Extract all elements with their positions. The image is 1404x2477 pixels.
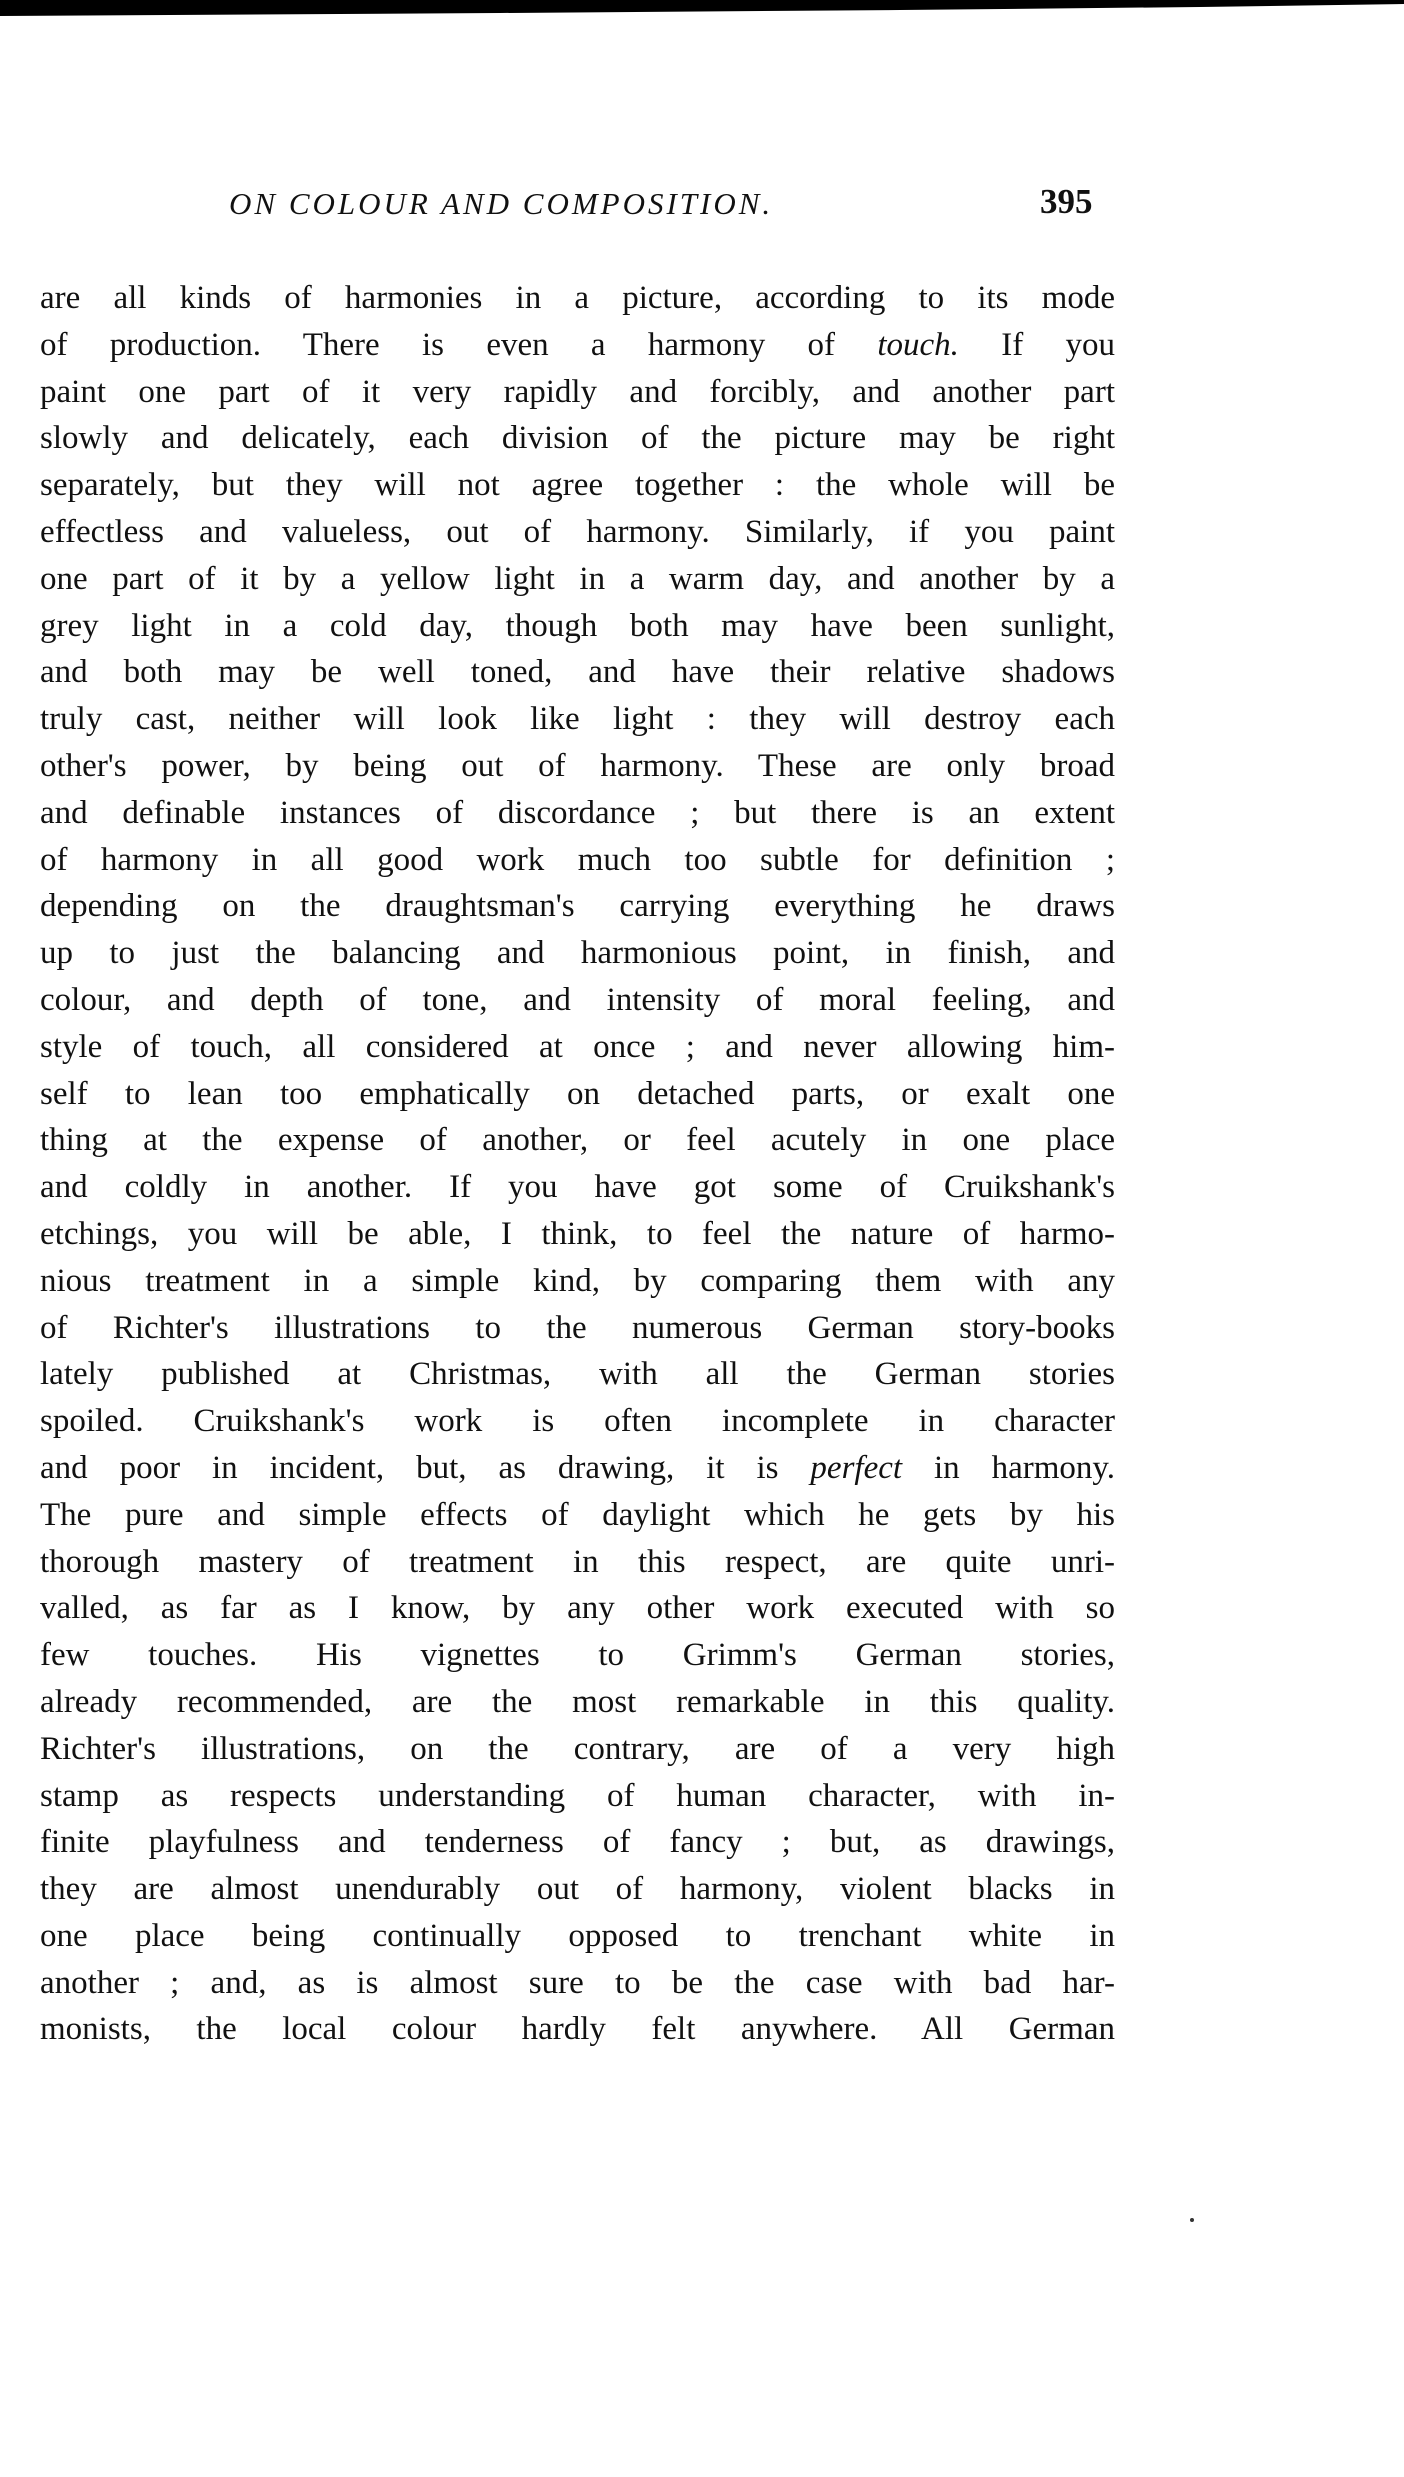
text-line	[40, 1960, 1115, 2007]
text-run: and poor in incident, but, as drawing, it is	[40, 1449, 811, 1486]
text-line	[40, 883, 1115, 930]
text-line	[40, 1211, 1115, 1258]
text-run: separately, but they will not agree together : the whole will be	[40, 467, 1115, 504]
text-line	[40, 790, 1115, 837]
text-run: they are almost unendurably out of harmony, violent blacks in	[40, 1871, 1115, 1908]
text-run: and both may be well toned, and have their relative shadows	[40, 654, 1115, 691]
text-run: up to just the balancing and harmonious point, in finish, and	[40, 935, 1115, 972]
text-line	[40, 322, 1115, 369]
text-run: of harmony in all good work much too subtle for definition ;	[40, 841, 1115, 878]
text-line	[40, 2006, 1115, 2053]
text-line	[40, 1632, 1115, 1679]
text-run: lately published at Christmas, with all the German stories	[40, 1356, 1115, 1393]
text-line	[40, 743, 1115, 790]
text-line	[40, 1726, 1115, 1773]
text-run: few touches. His vignettes to Grimm's German stories,	[40, 1637, 1115, 1674]
text-run: slowly and delicately, each division of the picture may be right	[40, 420, 1115, 457]
italic-text-run: perfect	[810, 1449, 903, 1486]
text-line	[40, 1866, 1115, 1913]
text-run: Richter's illustrations, on the contrary, are of a very high	[40, 1730, 1115, 1767]
text-run: nious treatment in a simple kind, by comparing them with any	[40, 1262, 1115, 1299]
running-title: ON COLOUR AND COMPOSITION.	[229, 186, 774, 221]
text-line	[40, 1024, 1115, 1071]
text-run: in harmony.	[902, 1449, 1115, 1486]
text-run: grey light in a cold day, though both may have been sunlight,	[40, 607, 1115, 644]
text-run: The pure and simple effects of daylight which he gets by his	[40, 1496, 1115, 1533]
text-line	[40, 1305, 1115, 1352]
text-run: and definable instances of discordance ; but there is an extent	[40, 794, 1115, 831]
text-line	[40, 1445, 1115, 1492]
text-run: of production. There is even a harmony of	[40, 326, 878, 363]
text-run: monists, the local colour hardly felt anywhere. All German	[40, 2011, 1115, 2048]
text-line	[40, 1819, 1115, 1866]
text-line	[40, 1539, 1115, 1586]
text-run: stamp as respects understanding of human character, with in-	[40, 1777, 1115, 1814]
text-run: effectless and valueless, out of harmony. Similarly, if you paint	[40, 513, 1115, 550]
text-line	[40, 1492, 1115, 1539]
text-run: finite playfulness and tenderness of fancy ; but, as drawings,	[40, 1824, 1115, 1861]
text-line	[40, 1258, 1115, 1305]
text-line	[40, 930, 1115, 977]
scan-speck	[1190, 2218, 1194, 2222]
text-line	[40, 415, 1115, 462]
text-run: style of touch, all considered at once ; and never allowing him-	[40, 1028, 1115, 1065]
text-run: one place being continually opposed to trenchant white in	[40, 1917, 1115, 1954]
scan-edge-bar	[0, 0, 1404, 20]
text-run: and coldly in another. If you have got some of Cruikshank's	[40, 1169, 1115, 1206]
text-line	[40, 1351, 1115, 1398]
text-line	[40, 837, 1115, 884]
text-line	[40, 649, 1115, 696]
text-line	[40, 1679, 1115, 1726]
text-line	[40, 509, 1115, 556]
text-run: colour, and depth of tone, and intensity of moral feeling, and	[40, 981, 1115, 1018]
page-header	[0, 180, 1404, 230]
text-line	[40, 603, 1115, 650]
text-line	[40, 696, 1115, 743]
text-line	[40, 1585, 1115, 1632]
text-line	[40, 275, 1115, 322]
text-run: spoiled. Cruikshank's work is often incomplete in character	[40, 1403, 1115, 1440]
text-line	[40, 462, 1115, 509]
text-run: other's power, by being out of harmony. These are only broad	[40, 747, 1115, 784]
text-line	[40, 1117, 1115, 1164]
text-run: another ; and, as is almost sure to be the case with bad har-	[40, 1964, 1115, 2001]
text-line	[40, 369, 1115, 416]
text-line	[40, 1913, 1115, 1960]
page-number: 395	[1040, 182, 1093, 221]
body-text	[40, 275, 1115, 2053]
text-line	[40, 556, 1115, 603]
text-run: of Richter's illustrations to the numerous German story-books	[40, 1309, 1115, 1346]
text-run: truly cast, neither will look like light : they will destroy each	[40, 701, 1115, 738]
text-run: thorough mastery of treatment in this respect, are quite unri-	[40, 1543, 1115, 1580]
text-run: paint one part of it very rapidly and forcibly, and another part	[40, 373, 1115, 410]
text-line	[40, 977, 1115, 1024]
text-run: one part of it by a yellow light in a warm day, and another by a	[40, 560, 1115, 597]
text-line	[40, 1773, 1115, 1820]
text-run: are all kinds of harmonies in a picture, according to its mode	[40, 280, 1115, 316]
text-run: etchings, you will be able, I think, to feel the nature of harmo-	[40, 1215, 1115, 1252]
text-run: depending on the draughtsman's carrying everything he draws	[40, 888, 1115, 925]
text-line	[40, 1164, 1115, 1211]
text-run: If you	[958, 326, 1115, 363]
text-line	[40, 1398, 1115, 1445]
text-run: self to lean too emphatically on detached parts, or exalt one	[40, 1075, 1115, 1112]
text-run: thing at the expense of another, or feel acutely in one place	[40, 1122, 1115, 1159]
text-line	[40, 1071, 1115, 1118]
text-run: already recommended, are the most remarkable in this quality.	[40, 1683, 1115, 1720]
italic-text-run: touch.	[877, 326, 959, 363]
text-run: valled, as far as I know, by any other work executed with so	[40, 1590, 1115, 1627]
